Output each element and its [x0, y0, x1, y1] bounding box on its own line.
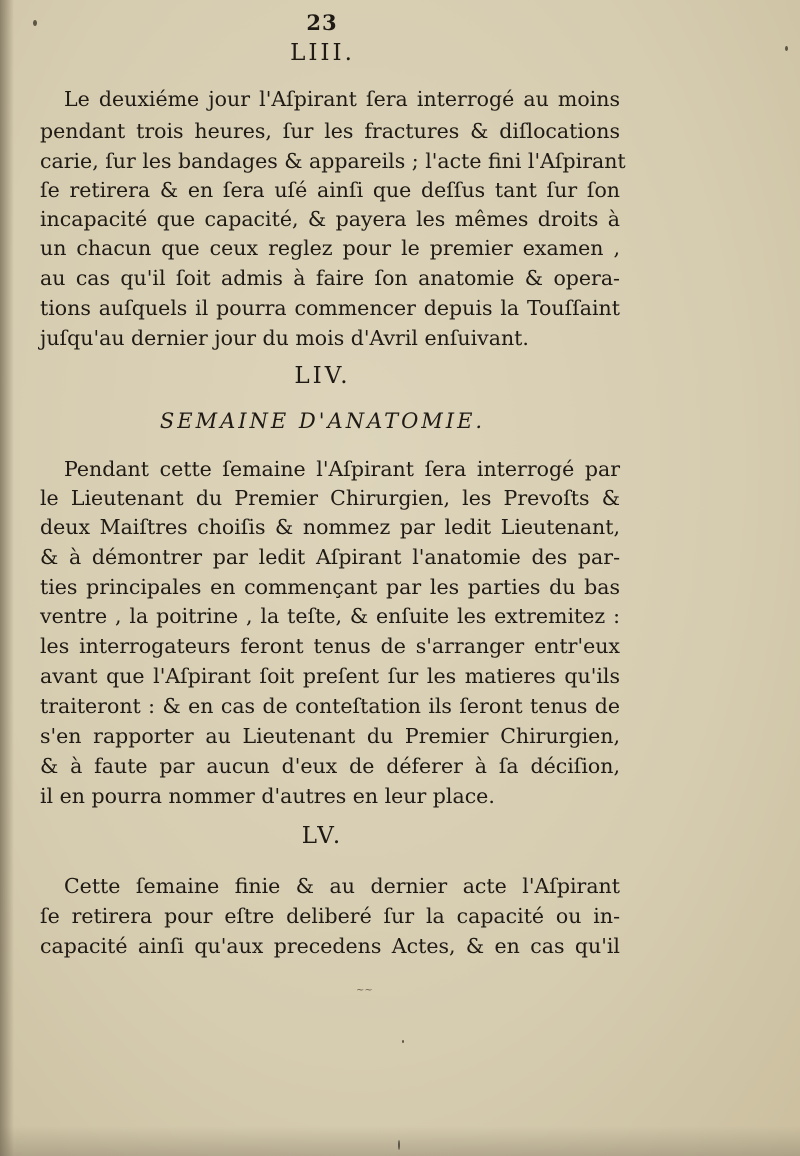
text-line: avant que l'Aſpirant ſoit preſent ſur les matieres qu'ils — [40, 664, 620, 688]
text-line: s'en rapporter au Lieutenant du Premier Chirurgien, — [40, 724, 620, 748]
paper-speck — [785, 46, 788, 51]
text-line: les interrogateurs feront tenus de s'arranger entr'eux — [40, 634, 620, 658]
text-line: ſe retirera & en ſera uſé ainſi que deſſus tant ſur ſon — [40, 178, 620, 202]
paper-speck — [33, 20, 37, 26]
text-line: & à démontrer par ledit Aſpirant l'anatomie des par- — [40, 545, 620, 569]
text-line: traiteront : & en cas de conteſtation ils ſeront tenus de — [40, 694, 620, 718]
catchword: ~~ — [356, 985, 373, 996]
gutter-shadow — [0, 0, 14, 1156]
text-line: Pendant cette ſemaine l'Aſpirant ſera interrogé par — [64, 457, 620, 481]
text-line: le Lieutenant du Premier Chirurgien, les Prevoſts & — [40, 486, 620, 510]
text-line: Cette ſemaine finie & au dernier acte l'Aſpirant — [64, 874, 620, 898]
text-line: deux Maiſtres choiſis & nommez par ledit Lieutenant, — [40, 515, 620, 539]
text-line: ſe retirera pour eſtre deliberé ſur la capacité ou in- — [40, 904, 620, 928]
text-line: carie, ſur les bandages & appareils ; l'acte fini l'Aſpirant — [40, 149, 626, 173]
text-line: il en pourra nommer d'autres en leur place. — [40, 784, 495, 808]
section-subheading: SEMAINE D'ANATOMIE. — [159, 409, 486, 433]
text-line: & à faute par aucun d'eux de déferer à ſa déciſion, — [40, 754, 620, 778]
text-line: ties principales en commençant par les parties du bas — [40, 575, 620, 599]
section-heading-liii: LIII. — [290, 40, 355, 66]
paper-speck — [402, 1040, 404, 1043]
section-heading-lv: LV. — [301, 823, 344, 849]
text-line: pendant trois heures, ſur les fractures & diſlocations — [40, 119, 620, 143]
section-heading-liv: LIV. — [294, 363, 351, 389]
text-line: tions auſquels il pourra commencer depuis la Touſſaint — [40, 296, 620, 320]
text-line: incapacité que capacité, & payera les mêmes droits à — [40, 207, 620, 231]
text-line: ventre , la poitrine , la teſte, & enſuite les extremitez : — [40, 604, 620, 628]
text-line: Le deuxiéme jour l'Aſpirant ſera interrogé au moins — [64, 87, 620, 111]
text-line: au cas qu'il ſoit admis à faire ſon anatomie & opera- — [40, 266, 620, 290]
bottom-shadow — [0, 1126, 800, 1156]
paper-speck — [398, 1140, 400, 1150]
text-line: juſqu'au dernier jour du mois d'Avril enſuivant. — [40, 326, 529, 350]
page-number: 23 — [306, 10, 338, 35]
text-line: un chacun que ceux reglez pour le premier examen , — [40, 236, 620, 260]
text-line: capacité ainſi qu'aux precedens Actes, & en cas qu'il — [40, 934, 620, 958]
